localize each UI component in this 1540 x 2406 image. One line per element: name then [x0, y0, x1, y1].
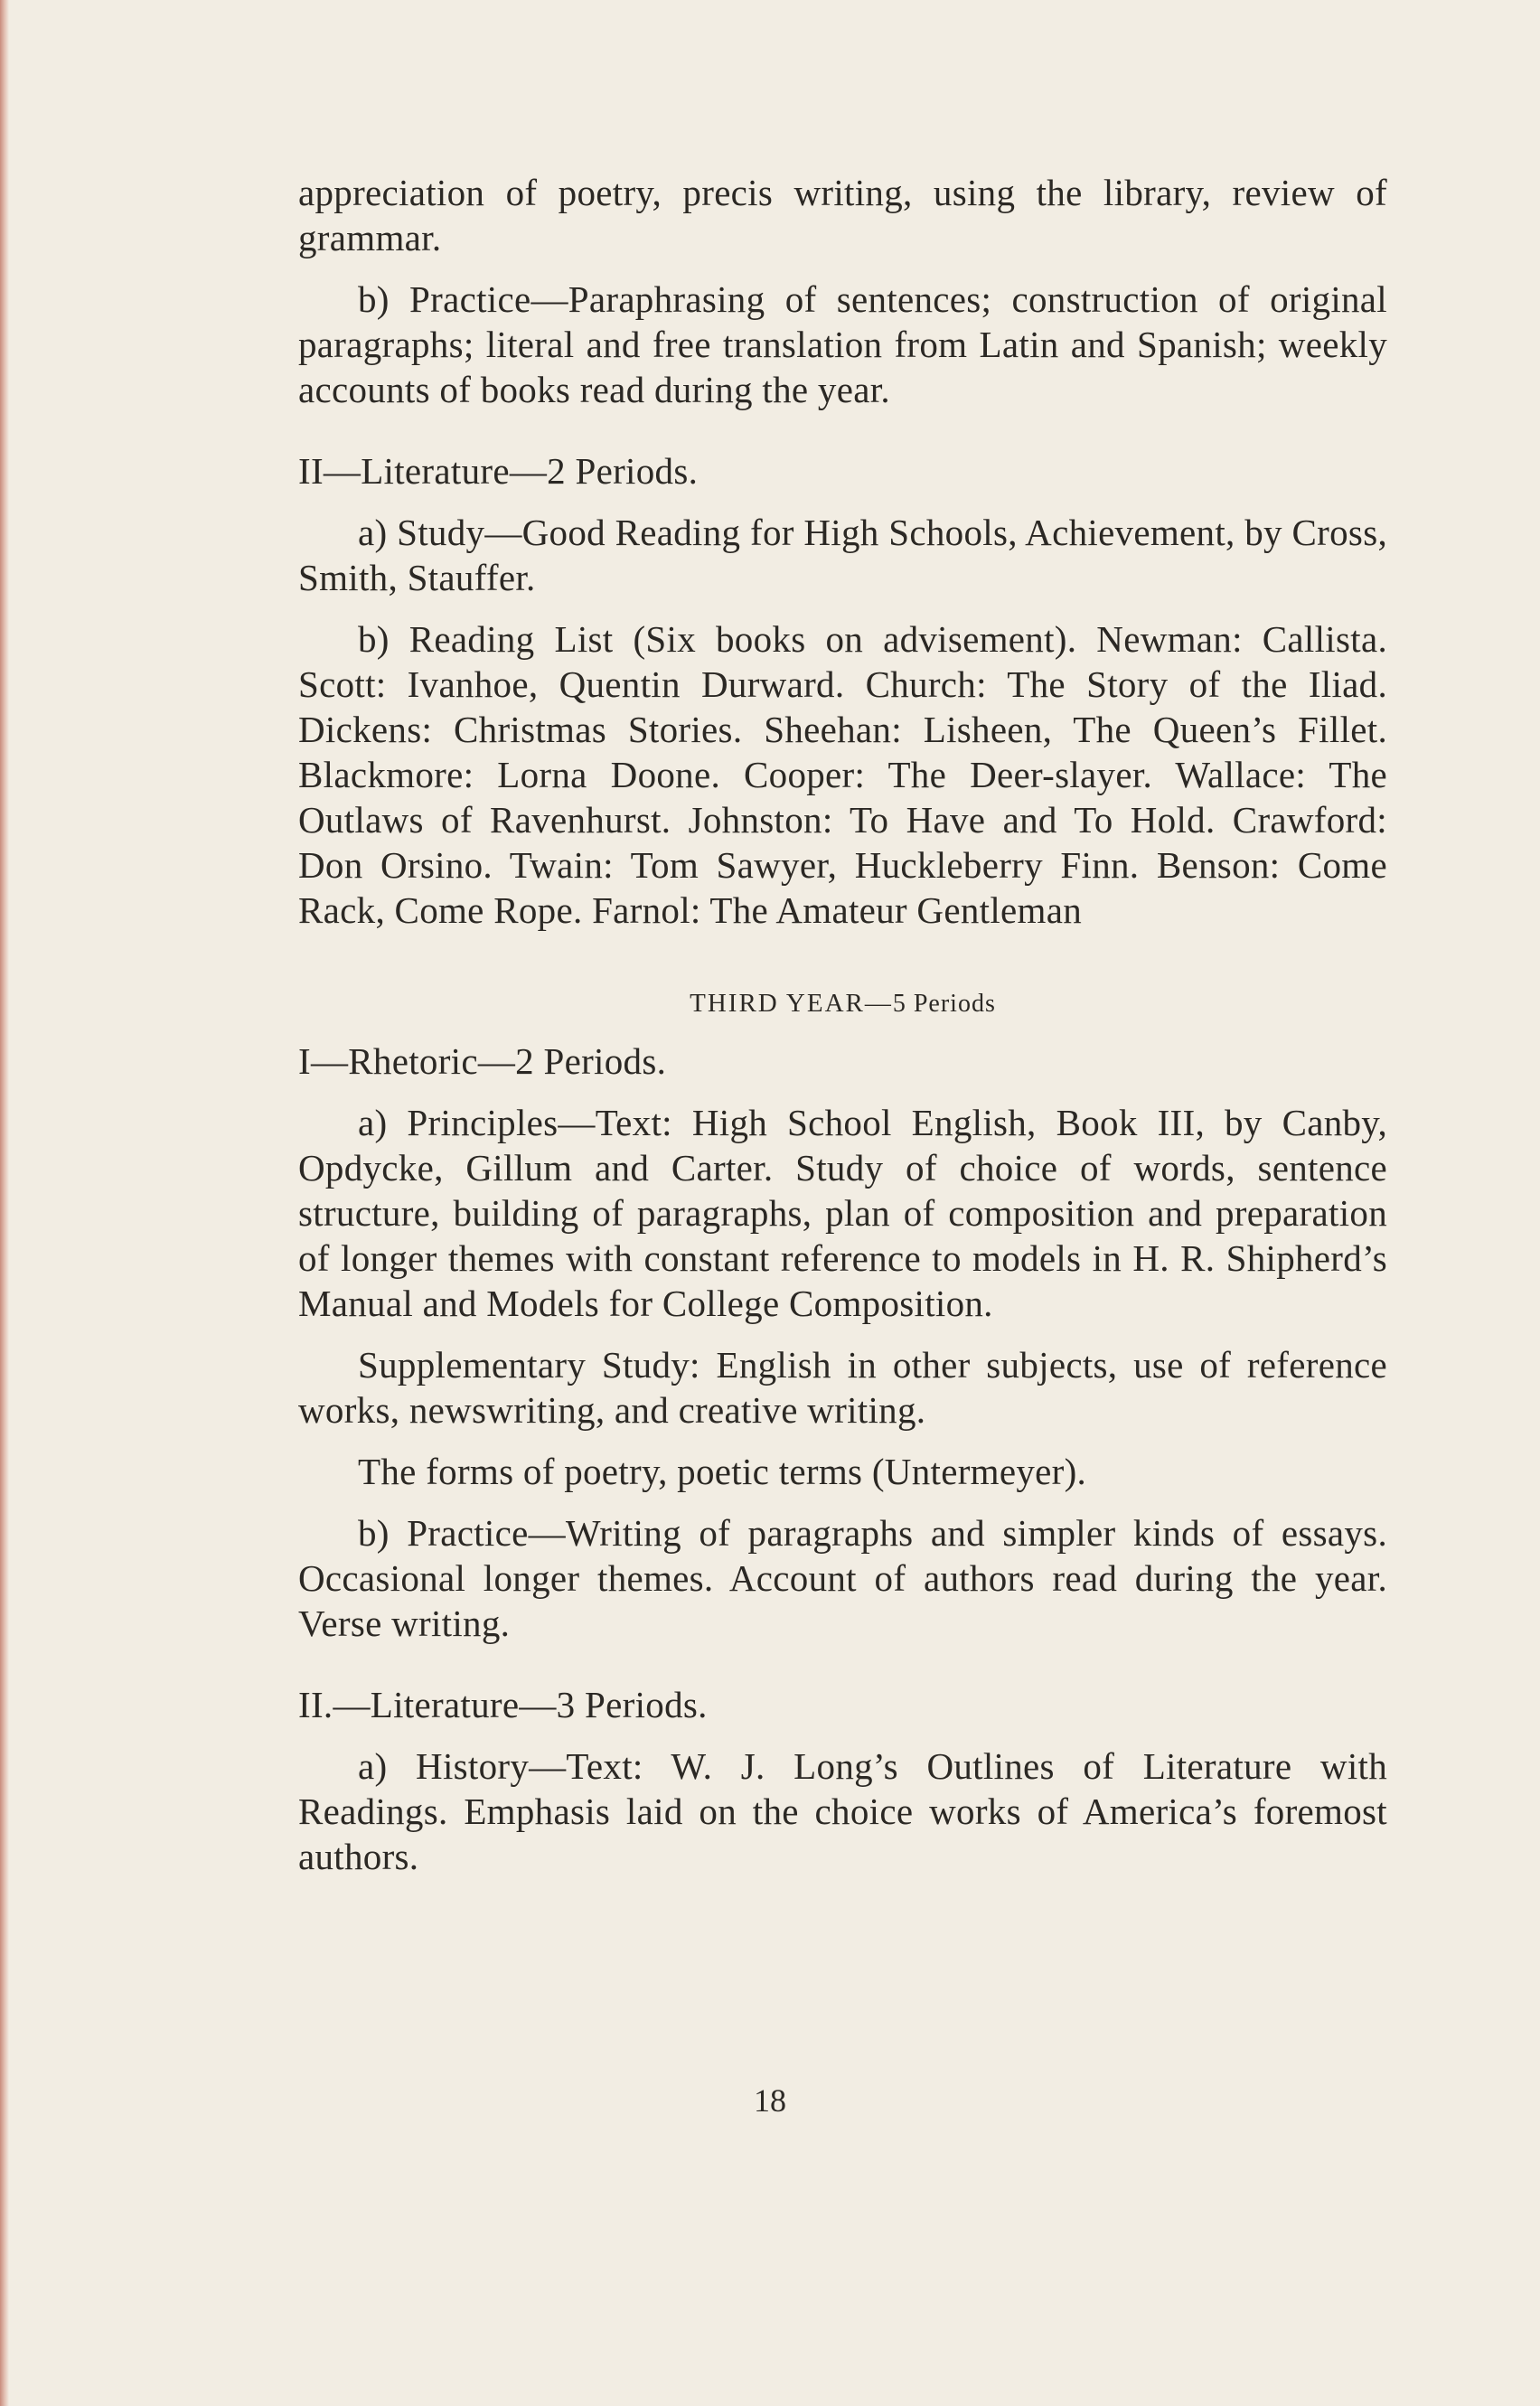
paragraph-principles: a) Principles—Text: High School English, Book III, by Canby, Opdycke, Gillum and Carter. Study of choice of words, sentence structure, building of paragraphs, plan of composition and preparation of longer themes with constant reference to models in H. R. Shipherd’s Manual and Models for College Composition.: [298, 1102, 1387, 1324]
heading-literature-2-periods: II—Literature—2 Periods.: [298, 450, 699, 492]
heading-literature-3-periods: II.—Literature—3 Periods.: [298, 1684, 708, 1725]
section-heading-third-year: [298, 985, 1387, 1022]
text-column: [298, 170, 1387, 1879]
paragraph-reading-list: b) Reading List (Six books on advisement). Newman: Callista. Scott: Ivanhoe, Quentin Durward. Church: The Story of the Iliad. Dickens: Christmas Stories. Sheehan: Lisheen, The Queen’s Fillet. Blackmore: Lorna Doone. Cooper: The Deer-slayer. Wallace: The Outlaws of Ravenhurst. Johnston: To Have and To Hold. Crawford: Don Orsino. Twain: Tom Sawyer, Huckleberry Finn. Benson: Come Rack, Come Rope. Farnol: The Amateur Gentleman: [298, 618, 1387, 931]
paragraph-forms-of-poetry: The forms of poetry, poetic terms (Untermeyer).: [358, 1451, 1087, 1492]
section-heading-title: THIRD YEAR: [690, 989, 865, 1018]
paragraph-practice-paraphrasing: b) Practice—Paraphrasing of sentences; construction of original paragraphs; literal and free translation from Latin and Spanish; weekly accounts of books read during the year.: [298, 278, 1387, 410]
page-number: 18: [754, 2082, 786, 2119]
page-edge: [0, 0, 9, 2406]
section-heading-periods: 5 Periods: [892, 990, 996, 1018]
paragraph-practice-writing: b) Practice—Writing of paragraphs and simpler kinds of essays. Occasional longer themes. Account of authors read during the year. Verse writing.: [298, 1512, 1387, 1644]
section-heading-dash: —: [864, 989, 893, 1018]
paragraph-poetry-review: appreciation of poetry, precis writing, using the library, review of grammar.: [298, 172, 1387, 258]
heading-rhetoric-2-periods: I—Rhetoric—2 Periods.: [298, 1040, 667, 1082]
paragraph-study-good-reading: a) Study—Good Reading for High Schools, Achievement, by Cross, Smith, Stauffer.: [298, 512, 1387, 598]
paragraph-supplementary-study: Supplementary Study: English in other subjects, use of reference works, newswriting, and creative writing.: [298, 1344, 1387, 1431]
paragraph-history-text: a) History—Text: W. J. Long’s Outlines of Literature with Readings. Emphasis laid on the choice works of America’s foremost authors.: [298, 1745, 1387, 1877]
